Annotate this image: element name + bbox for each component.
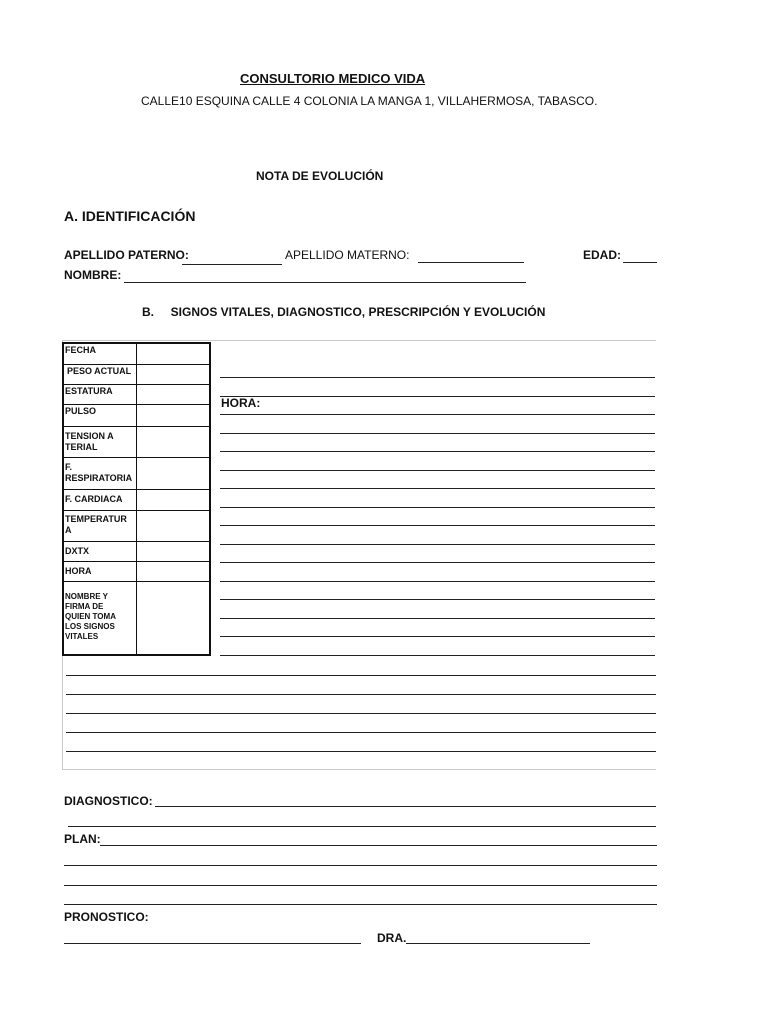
column-divider xyxy=(136,365,137,384)
writing-line[interactable] xyxy=(66,732,656,733)
column-divider xyxy=(136,385,137,404)
apellido-materno-label: APELLIDO MATERNO: xyxy=(285,248,410,262)
plan-field-line-2[interactable] xyxy=(64,865,657,866)
vital-label: F. CARDIACA xyxy=(65,494,123,504)
writing-line[interactable] xyxy=(220,599,655,600)
vital-value-cell[interactable] xyxy=(138,385,209,404)
vital-row-pulso xyxy=(64,405,209,427)
apellido-paterno-field[interactable] xyxy=(182,264,282,265)
vital-row-fecha xyxy=(64,344,209,365)
plan-field-line-4[interactable] xyxy=(64,904,657,905)
writing-line[interactable] xyxy=(220,433,655,434)
writing-line[interactable] xyxy=(220,488,655,489)
document-title: NOTA DE EVOLUCIÓN xyxy=(256,169,384,183)
writing-line[interactable] xyxy=(66,675,656,676)
vital-value-cell[interactable] xyxy=(138,458,209,489)
vital-row-temperatura xyxy=(64,511,209,542)
column-divider xyxy=(136,511,137,541)
vital-value-cell[interactable] xyxy=(138,365,209,384)
vital-label: TEMPERATURA xyxy=(65,514,127,535)
writing-line[interactable] xyxy=(220,470,655,471)
vital-label: PULSO xyxy=(65,406,97,416)
writing-line[interactable] xyxy=(66,694,656,695)
column-divider xyxy=(136,562,137,581)
writing-line[interactable] xyxy=(220,507,655,508)
vital-label: DXTX xyxy=(65,546,90,556)
vital-label: HORA xyxy=(65,566,92,576)
vital-row-hora xyxy=(64,562,209,582)
section-b-title: B. SIGNOS VITALES, DIAGNOSTICO, PRESCRIPCIÓN Y EVOLUCIÓN xyxy=(142,305,546,319)
vital-row-respiratoria xyxy=(64,458,209,490)
writing-line[interactable] xyxy=(220,544,655,545)
vital-value-cell[interactable] xyxy=(138,511,209,541)
vital-value-cell[interactable] xyxy=(138,427,209,457)
column-divider xyxy=(136,458,137,489)
edad-label: EDAD: xyxy=(583,248,621,262)
writing-line[interactable] xyxy=(220,655,655,656)
writing-line[interactable] xyxy=(220,581,655,582)
column-divider xyxy=(136,490,137,510)
vital-value-cell[interactable] xyxy=(138,562,209,581)
plan-field-line-3[interactable] xyxy=(64,885,657,886)
vital-label: PESO ACTUAL xyxy=(67,366,132,376)
writing-line[interactable] xyxy=(220,562,655,563)
vital-label: F. RESPIRATORIA xyxy=(65,462,133,483)
writing-line[interactable] xyxy=(220,396,655,397)
apellido-materno-field[interactable] xyxy=(418,262,524,263)
dra-signature-field[interactable] xyxy=(406,943,590,944)
column-divider xyxy=(136,582,137,654)
writing-line[interactable] xyxy=(220,414,655,415)
nombre-field[interactable] xyxy=(124,282,526,283)
writing-line[interactable] xyxy=(66,751,656,752)
column-divider xyxy=(136,405,137,426)
writing-line[interactable] xyxy=(220,451,655,452)
clinic-name: CONSULTORIO MEDICO VIDA xyxy=(240,71,426,86)
vital-row-tension xyxy=(64,427,209,458)
diagnostico-field[interactable] xyxy=(155,806,656,807)
hora-label: HORA: xyxy=(221,396,261,410)
diagnostico-label: DIAGNOSTICO: xyxy=(64,794,153,808)
vital-label: ESTATURA xyxy=(65,386,113,396)
vital-label: FECHA xyxy=(65,345,96,355)
plan-field[interactable] xyxy=(100,845,657,846)
vital-label: TENSION ATERIAL xyxy=(65,431,114,452)
dra-label: DRA. xyxy=(377,931,407,945)
vital-row-peso xyxy=(64,365,209,385)
vital-value-cell[interactable] xyxy=(138,582,209,654)
writing-line[interactable] xyxy=(220,525,655,526)
nombre-label: NOMBRE: xyxy=(64,268,122,282)
vital-row-estatura xyxy=(64,385,209,405)
edad-field[interactable] xyxy=(623,262,657,263)
vital-row-dxtx xyxy=(64,542,209,562)
apellido-paterno-label: APELLIDO PATERNO: xyxy=(64,248,189,262)
vital-value-cell[interactable] xyxy=(138,490,209,510)
pronostico-field[interactable] xyxy=(64,943,361,944)
vital-value-cell[interactable] xyxy=(138,405,209,426)
writing-line[interactable] xyxy=(66,713,656,714)
writing-line[interactable] xyxy=(220,377,655,378)
column-divider xyxy=(136,344,137,364)
plan-label: PLAN: xyxy=(64,832,101,846)
vital-signs-table xyxy=(62,342,211,656)
pronostico-label: PRONOSTICO: xyxy=(64,910,149,924)
column-divider xyxy=(136,427,137,457)
vital-value-cell[interactable] xyxy=(138,542,209,561)
vital-row-firma xyxy=(64,582,209,654)
vital-label: NOMBRE Y FIRMA DE QUIEN TOMA LOS SIGNOS VITALES xyxy=(65,592,116,641)
writing-line[interactable] xyxy=(220,618,655,619)
vital-value-cell[interactable] xyxy=(138,344,209,364)
writing-line[interactable] xyxy=(220,636,655,637)
vital-row-cardiaca xyxy=(64,490,209,511)
column-divider xyxy=(136,542,137,561)
section-a-title: A. IDENTIFICACIÓN xyxy=(64,208,196,224)
diagnostico-field-line-2[interactable] xyxy=(68,826,656,827)
clinic-address: CALLE10 ESQUINA CALLE 4 COLONIA LA MANGA 1, VILLAHERMOSA, TABASCO. xyxy=(141,94,598,108)
